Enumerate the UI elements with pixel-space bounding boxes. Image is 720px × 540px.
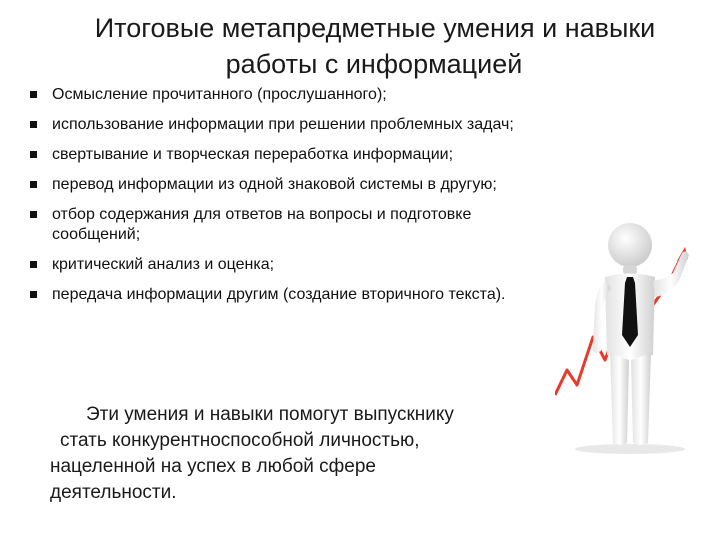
summary-line: стать конкурентноспособной личностью,	[60, 430, 420, 451]
bullet-square-icon	[30, 151, 37, 158]
bullet-square-icon	[30, 181, 37, 188]
slide-title	[0, 10, 720, 82]
list-item-text: Осмысление прочитанного (прослушанного);	[52, 86, 387, 103]
summary-text	[50, 402, 530, 506]
list-item	[30, 205, 530, 245]
summary-line: деятельности.	[50, 482, 177, 503]
bullet-square-icon	[30, 91, 37, 98]
skills-list	[30, 85, 530, 315]
list-item-text: использование информации при решении проблемных задач;	[52, 116, 514, 133]
white-figure-drawing-growth-arrow-icon	[555, 215, 705, 455]
growth-figure-illustration	[555, 215, 705, 455]
summary-line: Эти умения и навыки помогут выпускнику	[86, 404, 454, 425]
list-item	[30, 145, 530, 165]
list-item-text: критический анализ и оценка;	[52, 256, 275, 273]
list-item	[30, 115, 530, 135]
list-item	[30, 255, 530, 275]
list-item-text: перевод информации из одной знаковой системы в другую;	[52, 176, 497, 193]
title-line-2: работы с информацией	[225, 49, 523, 79]
bullet-square-icon	[30, 121, 37, 128]
list-item	[30, 285, 530, 305]
list-item	[30, 175, 530, 195]
bullet-square-icon	[30, 211, 37, 218]
bullet-square-icon	[30, 261, 37, 268]
list-item-text: свертывание и творческая переработка информации;	[52, 146, 454, 163]
summary-line: нацеленной на успех в любой сфере	[50, 456, 376, 477]
list-item-text: передача информации другим (создание вторичного текста).	[52, 286, 506, 303]
list-item	[30, 85, 530, 105]
list-item-text: отбор содержания для ответов на вопросы и подготовке сообщений;	[52, 206, 472, 243]
title-line-1: Итоговые метапредметные умения и навыки	[94, 13, 656, 43]
bullet-square-icon	[30, 291, 37, 298]
